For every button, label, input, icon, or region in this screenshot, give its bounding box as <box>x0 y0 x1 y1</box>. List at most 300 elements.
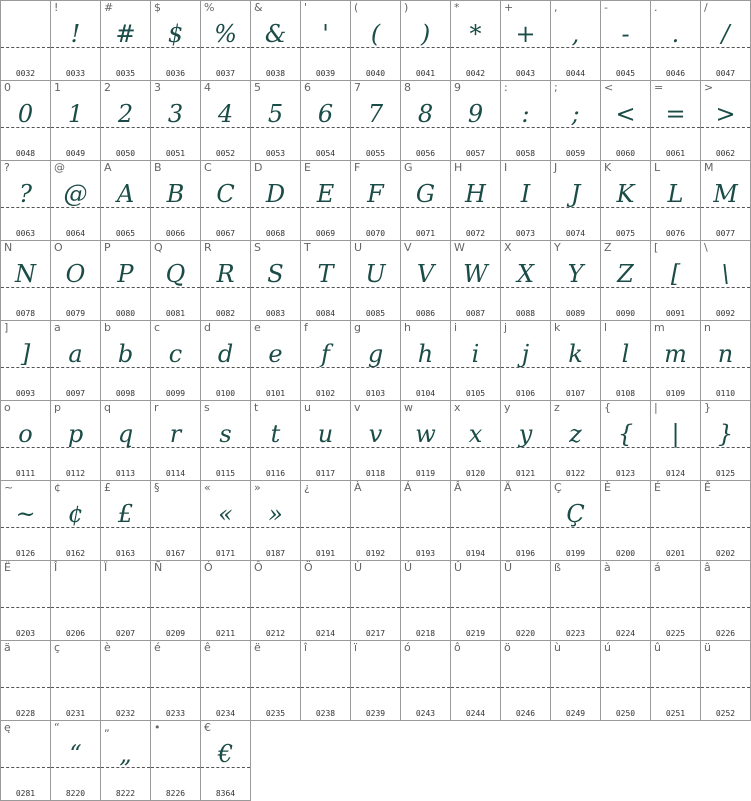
glyph-cell-label: è <box>104 641 111 654</box>
glyph-sample: # <box>115 20 136 48</box>
baseline-guide <box>451 687 500 688</box>
baseline-guide <box>1 607 50 608</box>
baseline-guide <box>601 607 650 608</box>
glyph-cell-code: 0126 <box>15 549 36 558</box>
baseline-guide <box>1 687 50 688</box>
glyph-sample: ) <box>420 20 431 48</box>
baseline-guide <box>251 687 300 688</box>
glyph-cell <box>501 241 551 321</box>
glyph-sample: - <box>621 20 630 48</box>
glyph-cell-label: € <box>204 721 211 734</box>
glyph-cell-code: 0119 <box>415 469 436 478</box>
glyph-sample: ( <box>370 20 381 48</box>
glyph-sample: I <box>520 180 531 208</box>
glyph-cell-label: Û <box>454 561 463 574</box>
glyph-cell <box>1 81 51 161</box>
glyph-cell-code: 0097 <box>65 389 86 398</box>
glyph-cell <box>51 241 101 321</box>
glyph-cell-code: 0203 <box>15 629 36 638</box>
glyph-cell-label: Ö <box>304 561 313 574</box>
glyph-cell <box>1 241 51 321</box>
glyph-cell <box>351 641 401 721</box>
glyph-cell <box>201 241 251 321</box>
glyph-cell-code: 0037 <box>215 69 236 78</box>
glyph-cell-code: 0060 <box>615 149 636 158</box>
glyph-cell-label: $ <box>154 1 161 14</box>
glyph-cell <box>101 481 151 561</box>
glyph-cell-code: 0200 <box>615 549 636 558</box>
glyph-cell-code: 0058 <box>515 149 536 158</box>
baseline-guide <box>1 767 50 768</box>
glyph-sample: * <box>469 20 482 48</box>
glyph-cell-label: W <box>454 241 465 254</box>
glyph-sample: „ <box>119 740 132 768</box>
glyph-cell-code: 0218 <box>415 629 436 638</box>
glyph-cell <box>51 321 101 401</box>
glyph-cell <box>601 321 651 401</box>
glyph-cell-label: À <box>354 481 362 494</box>
glyph-cell-label: n <box>704 321 711 334</box>
glyph-cell <box>351 161 401 241</box>
glyph-cell-label: 9 <box>454 81 461 94</box>
glyph-cell <box>1 321 51 401</box>
glyph-cell <box>151 1 201 81</box>
glyph-sample: c <box>168 340 183 368</box>
glyph-sample: 0 <box>17 100 34 128</box>
glyph-cell-label: 0 <box>4 81 11 94</box>
glyph-cell-code: 0073 <box>515 229 536 238</box>
glyph-cell <box>401 241 451 321</box>
glyph-cell-label: • <box>154 721 161 734</box>
glyph-cell-label: c <box>154 321 161 334</box>
glyph-cell <box>151 81 201 161</box>
glyph-cell-code: 0209 <box>165 629 186 638</box>
glyph-cell-label: î <box>304 641 308 654</box>
glyph-cell-label: / <box>704 1 708 14</box>
glyph-cell <box>551 321 601 401</box>
glyph-sample: C <box>216 180 235 208</box>
glyph-cell <box>101 161 151 241</box>
glyph-cell-code: 0120 <box>465 469 486 478</box>
glyph-cell <box>101 81 151 161</box>
glyph-cell <box>301 641 351 721</box>
glyph-cell-code: 0045 <box>615 69 636 78</box>
glyph-cell <box>701 161 751 241</box>
glyph-cell-label: M <box>704 161 714 174</box>
glyph-cell <box>51 401 101 481</box>
glyph-sample: h <box>417 340 434 368</box>
glyph-cell-label: ¿ <box>304 481 310 494</box>
glyph-cell <box>201 81 251 161</box>
glyph-cell-label: k <box>554 321 561 334</box>
glyph-cell <box>251 401 301 481</box>
glyph-cell-label: ú <box>604 641 611 654</box>
glyph-cell-label: @ <box>54 161 65 174</box>
glyph-cell <box>351 241 401 321</box>
baseline-guide <box>151 767 200 768</box>
glyph-sample: ; <box>571 100 580 128</box>
glyph-sample: D <box>265 180 286 208</box>
glyph-cell <box>351 481 401 561</box>
glyph-cell <box>101 721 151 801</box>
glyph-cell-code: 0047 <box>715 69 736 78</box>
baseline-guide <box>301 607 350 608</box>
glyph-cell-code: 0068 <box>265 229 286 238</box>
baseline-guide <box>651 527 700 528</box>
glyph-cell-label: Ù <box>354 561 363 574</box>
glyph-cell-code: 0125 <box>715 469 736 478</box>
glyph-cell-code: 8222 <box>115 789 136 798</box>
glyph-cell-label: ü <box>704 641 711 654</box>
glyph-cell-label: 3 <box>154 81 161 94</box>
glyph-sample: m <box>664 340 687 368</box>
glyph-cell-label: { <box>604 401 611 414</box>
glyph-sample: 2 <box>117 100 134 128</box>
glyph-cell-label: ] <box>4 321 9 334</box>
glyph-cell <box>301 401 351 481</box>
glyph-cell-label: E <box>304 161 311 174</box>
glyph-cell <box>301 321 351 401</box>
glyph-cell <box>601 401 651 481</box>
glyph-cell-label: ß <box>554 561 561 574</box>
glyph-cell <box>401 401 451 481</box>
baseline-guide <box>601 687 650 688</box>
glyph-cell-label: } <box>704 401 711 414</box>
glyph-cell-label: A <box>104 161 112 174</box>
glyph-cell <box>401 161 451 241</box>
glyph-cell <box>651 241 701 321</box>
glyph-cell-code: 0201 <box>665 549 686 558</box>
glyph-cell-label: û <box>654 641 661 654</box>
glyph-sample: ] <box>20 340 31 368</box>
glyph-cell <box>451 481 501 561</box>
glyph-cell-code: 0092 <box>715 309 736 318</box>
glyph-sample: 5 <box>267 100 284 128</box>
glyph-cell-label: § <box>154 481 160 494</box>
glyph-cell <box>101 241 151 321</box>
glyph-cell <box>51 81 101 161</box>
baseline-guide <box>301 687 350 688</box>
baseline-guide <box>351 527 400 528</box>
glyph-cell <box>351 81 401 161</box>
glyph-cell-label: N <box>4 241 13 254</box>
glyph-cell <box>701 241 751 321</box>
glyph-cell-code: 0281 <box>15 789 36 798</box>
glyph-cell-label: U <box>354 241 363 254</box>
glyph-cell-label: a <box>54 321 61 334</box>
glyph-cell-code: 0063 <box>15 229 36 238</box>
glyph-cell <box>301 561 351 641</box>
glyph-cell-label: u <box>304 401 311 414</box>
glyph-sample: | <box>671 420 680 448</box>
glyph-sample: P <box>117 260 134 288</box>
glyph-cell-code: 0079 <box>65 309 86 318</box>
glyph-cell <box>301 1 351 81</box>
glyph-cell-code: 0080 <box>115 309 136 318</box>
glyph-cell <box>451 241 501 321</box>
glyph-sample: £ <box>117 500 134 528</box>
glyph-cell <box>401 561 451 641</box>
glyph-cell <box>201 561 251 641</box>
glyph-cell-label: ù <box>554 641 561 654</box>
glyph-cell <box>501 401 551 481</box>
glyph-cell-label: S <box>254 241 261 254</box>
glyph-sample: 4 <box>217 100 234 128</box>
baseline-guide <box>151 607 200 608</box>
glyph-sample: J <box>570 180 581 208</box>
glyph-cell-code: 0041 <box>415 69 436 78</box>
glyph-sample: u <box>317 420 334 448</box>
glyph-cell-code: 0233 <box>165 709 186 718</box>
glyph-cell-code: 0118 <box>365 469 386 478</box>
glyph-cell <box>251 561 301 641</box>
glyph-cell <box>651 1 701 81</box>
glyph-sample: ' <box>322 20 329 48</box>
glyph-sample: W <box>463 260 488 288</box>
baseline-guide <box>251 607 300 608</box>
glyph-cell <box>201 481 251 561</box>
glyph-cell-label: ę <box>4 721 11 734</box>
glyph-cell-code: 0077 <box>715 229 736 238</box>
glyph-cell-code: 0056 <box>415 149 436 158</box>
glyph-cell-code: 0228 <box>15 709 36 718</box>
glyph-sample: k <box>568 340 583 368</box>
glyph-cell <box>351 321 401 401</box>
glyph-sample: 9 <box>467 100 484 128</box>
glyph-cell-code: 0249 <box>565 709 586 718</box>
glyph-cell-label: ! <box>54 1 59 14</box>
glyph-sample: q <box>117 420 134 448</box>
glyph-cell-code: 0224 <box>615 629 636 638</box>
glyph-cell-label: “ <box>54 721 60 734</box>
glyph-cell-label: £ <box>104 481 111 494</box>
glyph-cell-label: r <box>154 401 159 414</box>
glyph-cell-code: 0039 <box>315 69 336 78</box>
glyph-cell <box>1 721 51 801</box>
glyph-sample: % <box>214 20 237 48</box>
glyph-cell <box>401 481 451 561</box>
glyph-cell <box>651 161 701 241</box>
glyph-cell-label: à <box>604 561 611 574</box>
glyph-cell-code: 0217 <box>365 629 386 638</box>
glyph-cell-code: 0122 <box>565 469 586 478</box>
glyph-cell-code: 0251 <box>665 709 686 718</box>
glyph-cell-code: 0112 <box>65 469 86 478</box>
glyph-cell-label: 8 <box>404 81 411 94</box>
glyph-cell <box>151 641 201 721</box>
glyph-cell-label: ö <box>504 641 511 654</box>
glyph-cell-label: È <box>604 481 611 494</box>
glyph-sample: L <box>667 180 684 208</box>
glyph-cell-label: « <box>204 481 211 494</box>
baseline-guide <box>1 47 50 48</box>
baseline-guide <box>201 607 250 608</box>
glyph-cell <box>551 81 601 161</box>
glyph-cell-code: 0199 <box>565 549 586 558</box>
glyph-cell-code: 0036 <box>165 69 186 78</box>
glyph-cell-label: J <box>554 161 558 174</box>
glyph-cell-label: â <box>704 561 711 574</box>
baseline-guide <box>151 687 200 688</box>
glyph-cell <box>551 561 601 641</box>
glyph-cell-code: 0048 <box>15 149 36 158</box>
glyph-cell-code: 0088 <box>515 309 536 318</box>
glyph-cell-label: ; <box>554 81 558 94</box>
glyph-cell-code: 8364 <box>215 789 236 798</box>
glyph-sample: 6 <box>317 100 334 128</box>
glyph-cell-code: 0098 <box>115 389 136 398</box>
glyph-cell <box>651 321 701 401</box>
glyph-cell-label: Ï <box>104 561 108 574</box>
glyph-cell-code: 0187 <box>265 549 286 558</box>
glyph-sample: « <box>218 500 233 528</box>
baseline-guide <box>651 687 700 688</box>
glyph-sample: 3 <box>167 100 184 128</box>
glyph-cell-code: 0243 <box>415 709 436 718</box>
glyph-cell-label: ê <box>204 641 211 654</box>
glyph-cell-label: I <box>504 161 508 174</box>
glyph-cell-code: 0046 <box>665 69 686 78</box>
glyph-cell-code: 0244 <box>465 709 486 718</box>
glyph-cell-code: 0055 <box>365 149 386 158</box>
glyph-cell-label: Q <box>154 241 163 254</box>
glyph-cell <box>51 481 101 561</box>
glyph-cell <box>301 481 351 561</box>
glyph-cell <box>101 561 151 641</box>
glyph-cell <box>51 1 101 81</box>
glyph-cell-code: 0054 <box>315 149 336 158</box>
glyph-cell-label: Ô <box>254 561 263 574</box>
glyph-cell <box>701 401 751 481</box>
glyph-sample: R <box>216 260 235 288</box>
glyph-sample: 1 <box>67 100 84 128</box>
glyph-cell-code: 0202 <box>715 549 736 558</box>
glyph-cell-label: Î <box>54 561 58 574</box>
baseline-guide <box>701 687 750 688</box>
glyph-cell <box>501 321 551 401</box>
glyph-cell-code: 0252 <box>715 709 736 718</box>
glyph-cell-label: Ü <box>504 561 513 574</box>
glyph-cell <box>651 561 701 641</box>
glyph-cell <box>501 641 551 721</box>
glyph-cell-code: 0220 <box>515 629 536 638</box>
glyph-cell-label: w <box>404 401 413 414</box>
glyph-cell-label: . <box>654 1 658 14</box>
glyph-cell-label: Ú <box>404 561 413 574</box>
glyph-sample: @ <box>63 180 88 208</box>
glyph-cell <box>551 641 601 721</box>
glyph-cell <box>151 721 201 801</box>
glyph-sample: + <box>515 20 536 48</box>
glyph-sample: Y <box>567 260 584 288</box>
glyph-cell-label: l <box>604 321 608 334</box>
glyph-cell <box>701 81 751 161</box>
glyph-sample: E <box>316 180 335 208</box>
glyph-cell-label: 5 <box>254 81 261 94</box>
glyph-cell-code: 8226 <box>165 789 186 798</box>
glyph-cell <box>1 641 51 721</box>
glyph-sample: 7 <box>367 100 384 128</box>
glyph-cell-code: 8220 <box>65 789 86 798</box>
glyph-cell-code: 0051 <box>165 149 186 158</box>
glyph-sample: j <box>521 340 530 368</box>
glyph-cell-code: 0085 <box>365 309 386 318</box>
glyph-cell <box>401 81 451 161</box>
glyph-sample: V <box>416 260 435 288</box>
baseline-guide <box>151 527 200 528</box>
glyph-sample: 8 <box>417 100 434 128</box>
glyph-cell <box>651 401 701 481</box>
glyph-cell-code: 0082 <box>215 309 236 318</box>
baseline-guide <box>501 607 550 608</box>
glyph-cell-label: y <box>504 401 511 414</box>
glyph-cell-code: 0192 <box>365 549 386 558</box>
baseline-guide <box>401 607 450 608</box>
glyph-cell-code: 0106 <box>515 389 536 398</box>
glyph-cell <box>1 401 51 481</box>
glyph-cell-code: 0101 <box>265 389 286 398</box>
glyph-cell-code: 0225 <box>665 629 686 638</box>
glyph-cell-label: Ç <box>554 481 562 494</box>
glyph-cell-label: ¢ <box>54 481 61 494</box>
glyph-cell-label: + <box>504 1 514 14</box>
glyph-cell-code: 0219 <box>465 629 486 638</box>
glyph-cell <box>451 401 501 481</box>
glyph-cell-label: É <box>654 481 661 494</box>
glyph-cell-code: 0235 <box>265 709 286 718</box>
glyph-cell <box>501 81 551 161</box>
glyph-sample: a <box>68 340 83 368</box>
glyph-sample: o <box>18 420 33 448</box>
baseline-guide <box>501 687 550 688</box>
glyph-cell-code: 0090 <box>615 309 636 318</box>
glyph-cell <box>251 641 301 721</box>
glyph-cell <box>151 161 201 241</box>
glyph-cell <box>101 641 151 721</box>
glyph-cell-label: q <box>104 401 111 414</box>
glyph-cell-code: 0087 <box>465 309 486 318</box>
glyph-cell <box>351 1 401 81</box>
glyph-cell-code: 0111 <box>15 469 36 478</box>
baseline-guide <box>451 527 500 528</box>
glyph-cell-code: 0070 <box>365 229 386 238</box>
glyph-cell <box>201 321 251 401</box>
glyph-cell-label: # <box>104 1 114 14</box>
glyph-cell <box>651 81 701 161</box>
glyph-sample: z <box>569 420 582 448</box>
glyph-cell-code: 0114 <box>165 469 186 478</box>
glyph-cell-code: 0049 <box>65 149 86 158</box>
glyph-cell-label: H <box>454 161 463 174</box>
glyph-cell-label: ) <box>404 1 409 14</box>
glyph-cell-label: [ <box>654 241 659 254</box>
glyph-sample: S <box>267 260 284 288</box>
glyph-cell-code: 0057 <box>465 149 486 158</box>
glyph-cell <box>551 161 601 241</box>
glyph-cell-label: Ñ <box>154 561 163 574</box>
glyph-cell-label: ë <box>254 641 261 654</box>
glyph-cell-code: 0124 <box>665 469 686 478</box>
glyph-cell-code: 0053 <box>265 149 286 158</box>
glyph-sample: e <box>268 340 283 368</box>
glyph-sample: N <box>15 260 36 288</box>
glyph-cell-code: 0123 <box>615 469 636 478</box>
glyph-cell-label: 1 <box>54 81 61 94</box>
glyph-cell-code: 0035 <box>115 69 136 78</box>
glyph-cell-code: 0033 <box>65 69 86 78</box>
glyph-cell <box>601 241 651 321</box>
glyph-cell <box>601 561 651 641</box>
